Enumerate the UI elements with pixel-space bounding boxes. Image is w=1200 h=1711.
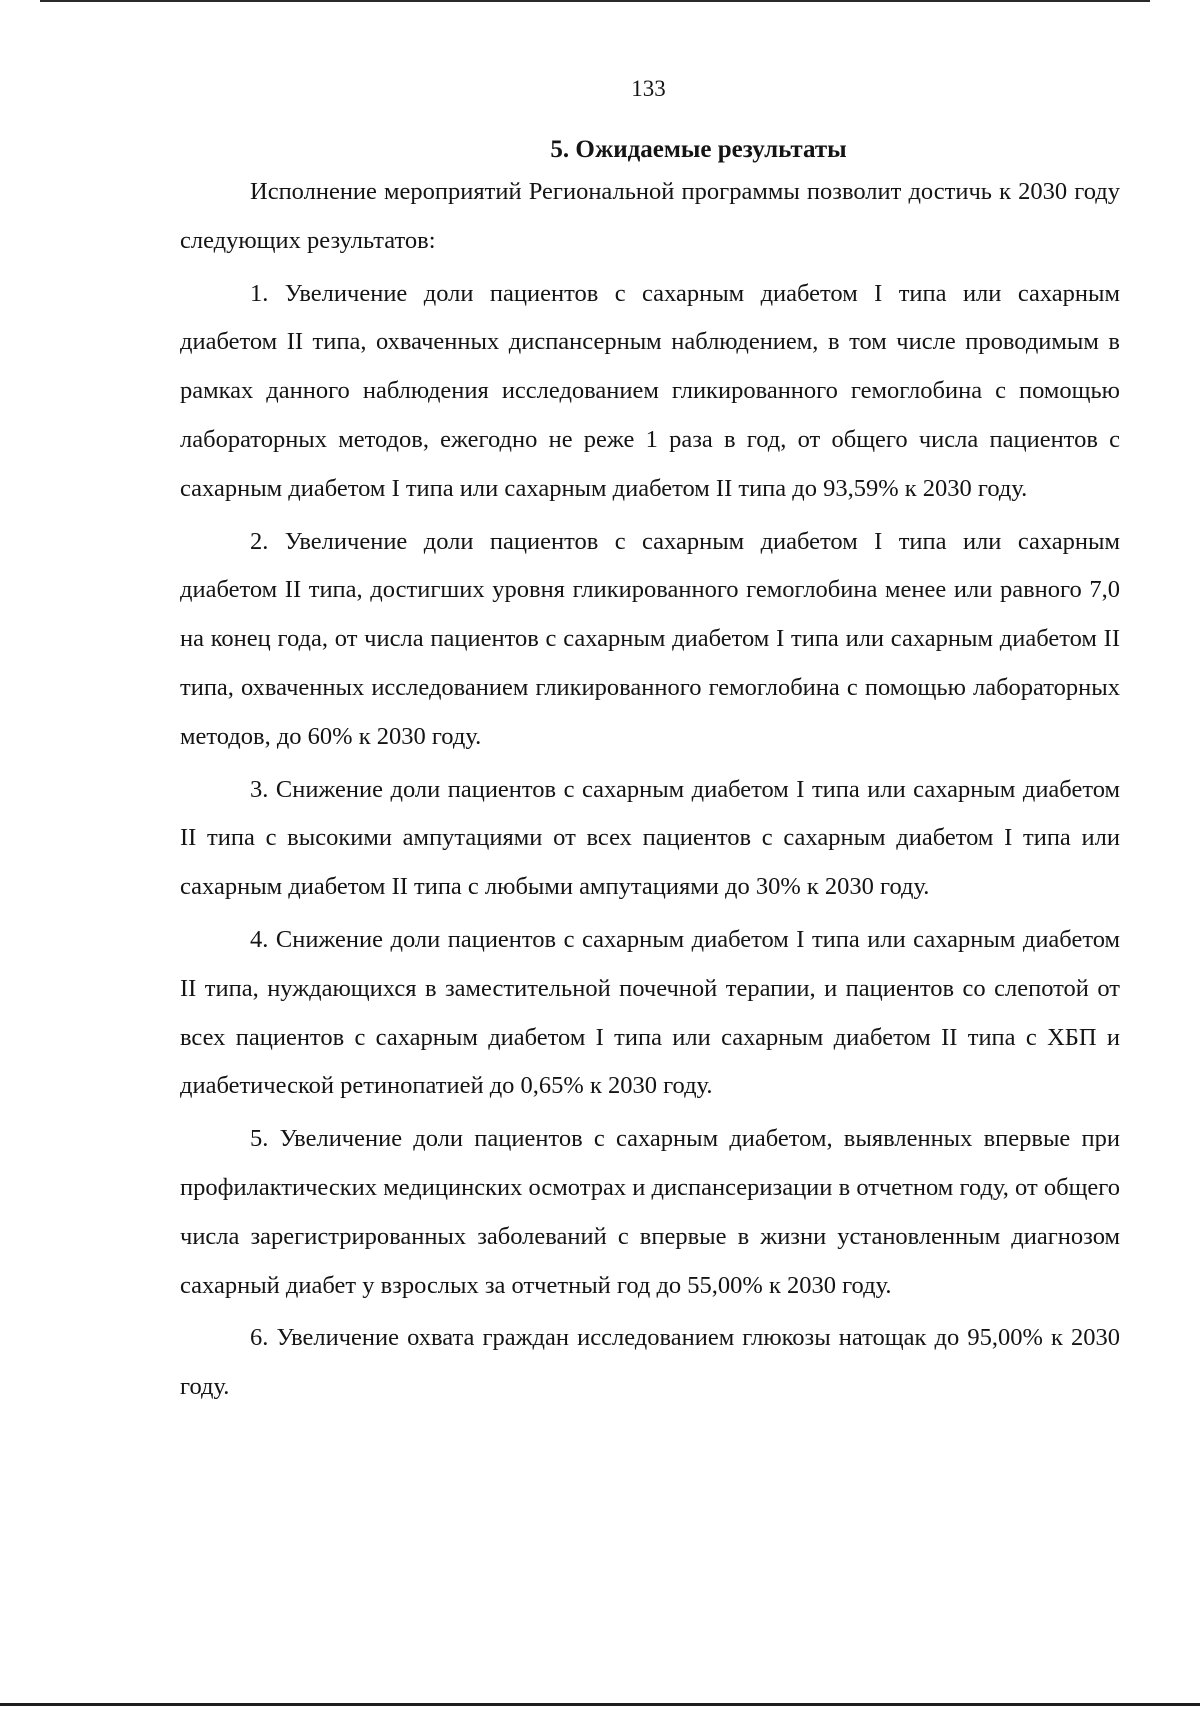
result-item-6: 6. Увеличение охвата граждан исследованием глюкозы натощак до 95,00% к 2030 году. xyxy=(180,1324,1120,1401)
top-border-line xyxy=(40,0,1150,2)
result-item-5: 5. Увеличение доли пациентов с сахарным диабетом, выявленных впервые при профилактических медицинских осмотрах и диспансеризации в отчетном году, от общего числа зарегистрированных заболеваний с впервые в жизни установленным диагнозом сахарный диабет у взрослых за отчетный год до 55,00% к 2030 году. xyxy=(180,1125,1120,1299)
intro-paragraph: Исполнение мероприятий Региональной программы позволит достичь к 2030 году следующих результатов: xyxy=(180,178,1120,254)
section-title: 5. Ожидаемые результаты xyxy=(550,136,847,163)
bottom-border-line xyxy=(0,1703,1200,1706)
result-item-4: 4. Снижение доли пациентов с сахарным диабетом I типа или сахарным диабетом II типа, нуждающихся в заместительной почечной терапии, и пациентов со слепотой от всех пациентов с сахарным диабетом I типа или сахарным диабетом II типа с ХБП и диабетической ретинопатией до 0,65% к 2030 году. xyxy=(180,925,1120,1100)
result-item-3: 3. Снижение доли пациентов с сахарным диабетом I типа или сахарным диабетом II типа с высокими ампутациями от всех пациентов с сахарным диабетом I типа или сахарным диабетом II типа с любыми ампутациями до 30% к 2030 году. xyxy=(180,775,1120,901)
result-item-1: 1. Увеличение доли пациентов с сахарным диабетом I типа или сахарным диабетом II типа, охваченных диспансерным наблюдением, в том числе проводимым в рамках данного наблюдения исследованием гликированного гемоглобина с помощью лабораторных методов, ежегодно не реже 1 раза в год, от общего числа пациентов с сахарным диабетом I типа или сахарным диабетом II типа до 93,59% к 2030 году. xyxy=(180,279,1120,502)
document-body xyxy=(180,168,1120,1412)
result-item-2: 2. Увеличение доли пациентов с сахарным диабетом I типа или сахарным диабетом II типа, достигших уровня гликированного гемоглобина менее или равного 7,0 на конец года, от числа пациентов с сахарным диабетом I типа или сахарным диабетом II типа, охваченных исследованием гликированного гемоглобина с помощью лабораторных методов, до 60% к 2030 году. xyxy=(180,527,1120,750)
page-number: 133 xyxy=(631,76,666,101)
